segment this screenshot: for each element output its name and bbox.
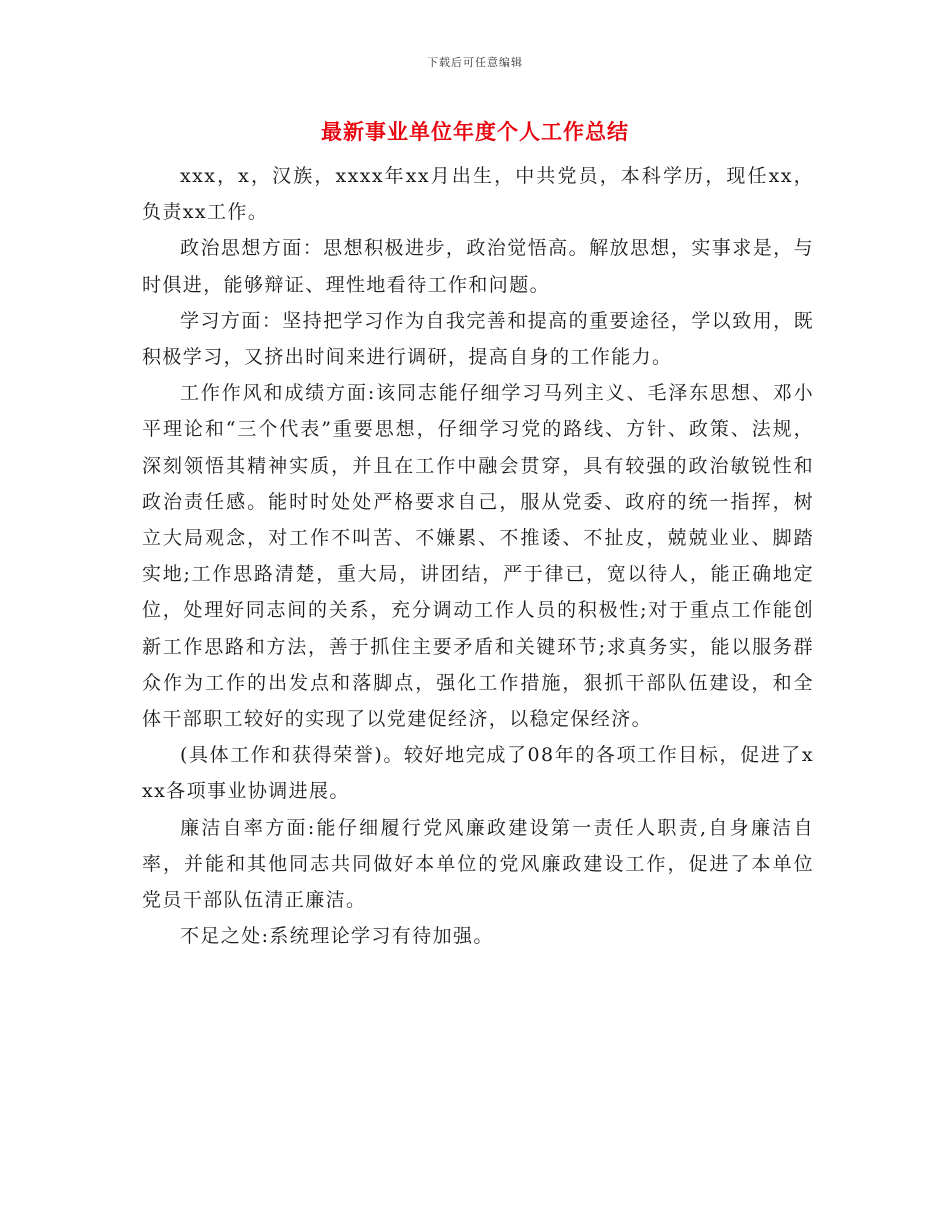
paragraph-personal-info: xxx，x，汉族，xxxx年xx月出生，中共党员，本科学历，现任xx，负责xx工作。 (142, 165, 814, 224)
paragraph-political-thought: 政治思想方面：思想积极进步，政治觉悟高。解放思想，实事求是，与时俱进，能够辩证、理性地看待工作和问题。 (142, 237, 814, 296)
paragraph-achievements: (具体工作和获得荣誉)。较好地完成了08年的各项工作目标，促进了xxx各项事业协调进展。 (142, 744, 814, 803)
paragraph-shortcomings: 不足之处:系统理论学习有待加强。 (180, 925, 494, 948)
paragraph-integrity: 廉洁自率方面:能仔细履行党风廉政建设第一责任人职责,自身廉洁自率，并能和其他同志共同做好本单位的党风廉政建设工作，促进了本单位党员干部队伍清正廉洁。 (142, 816, 814, 912)
paragraph-work-style: 工作作风和成绩方面:该同志能仔细学习马列主义、毛泽东思想、邓小平理论和“三个代表”重要思想，仔细学习党的路线、方针、政策、法规，深刻领悟其精神实质，并且在工作中融会贯穿，具有较强的政治敏锐性和政治责任感。能时时处处严格要求自己，服从党委、政府的统一指挥，树立大局观念，对工作不叫苦、不嫌累、不推诿、不扯皮，兢兢业业、脚踏实地;工作思路清楚，重大局，讲团结，严于律已，宽以待人，能正确地定位，处理好同志间的关系，充分调动工作人员的积极性;对于重点工作能创新工作思路和方法，善于抓住主要矛盾和关键环节;求真务实，能以服务群众作为工作的出发点和落脚点，强化工作措施，狠抓干部队伍建设，和全体干部职工较好的实现了以党建促经济，以稳定保经济。 (142, 382, 814, 731)
document-title: 最新事业单位年度个人工作总结 (321, 119, 629, 144)
header-note: 下载后可任意编辑 (427, 56, 523, 69)
document-body (142, 158, 814, 954)
paragraph-study: 学习方面：坚持把学习作为自我完善和提高的重要途径，学以致用，既积极学习，又挤出时间来进行调研，提高自身的工作能力。 (142, 309, 814, 369)
